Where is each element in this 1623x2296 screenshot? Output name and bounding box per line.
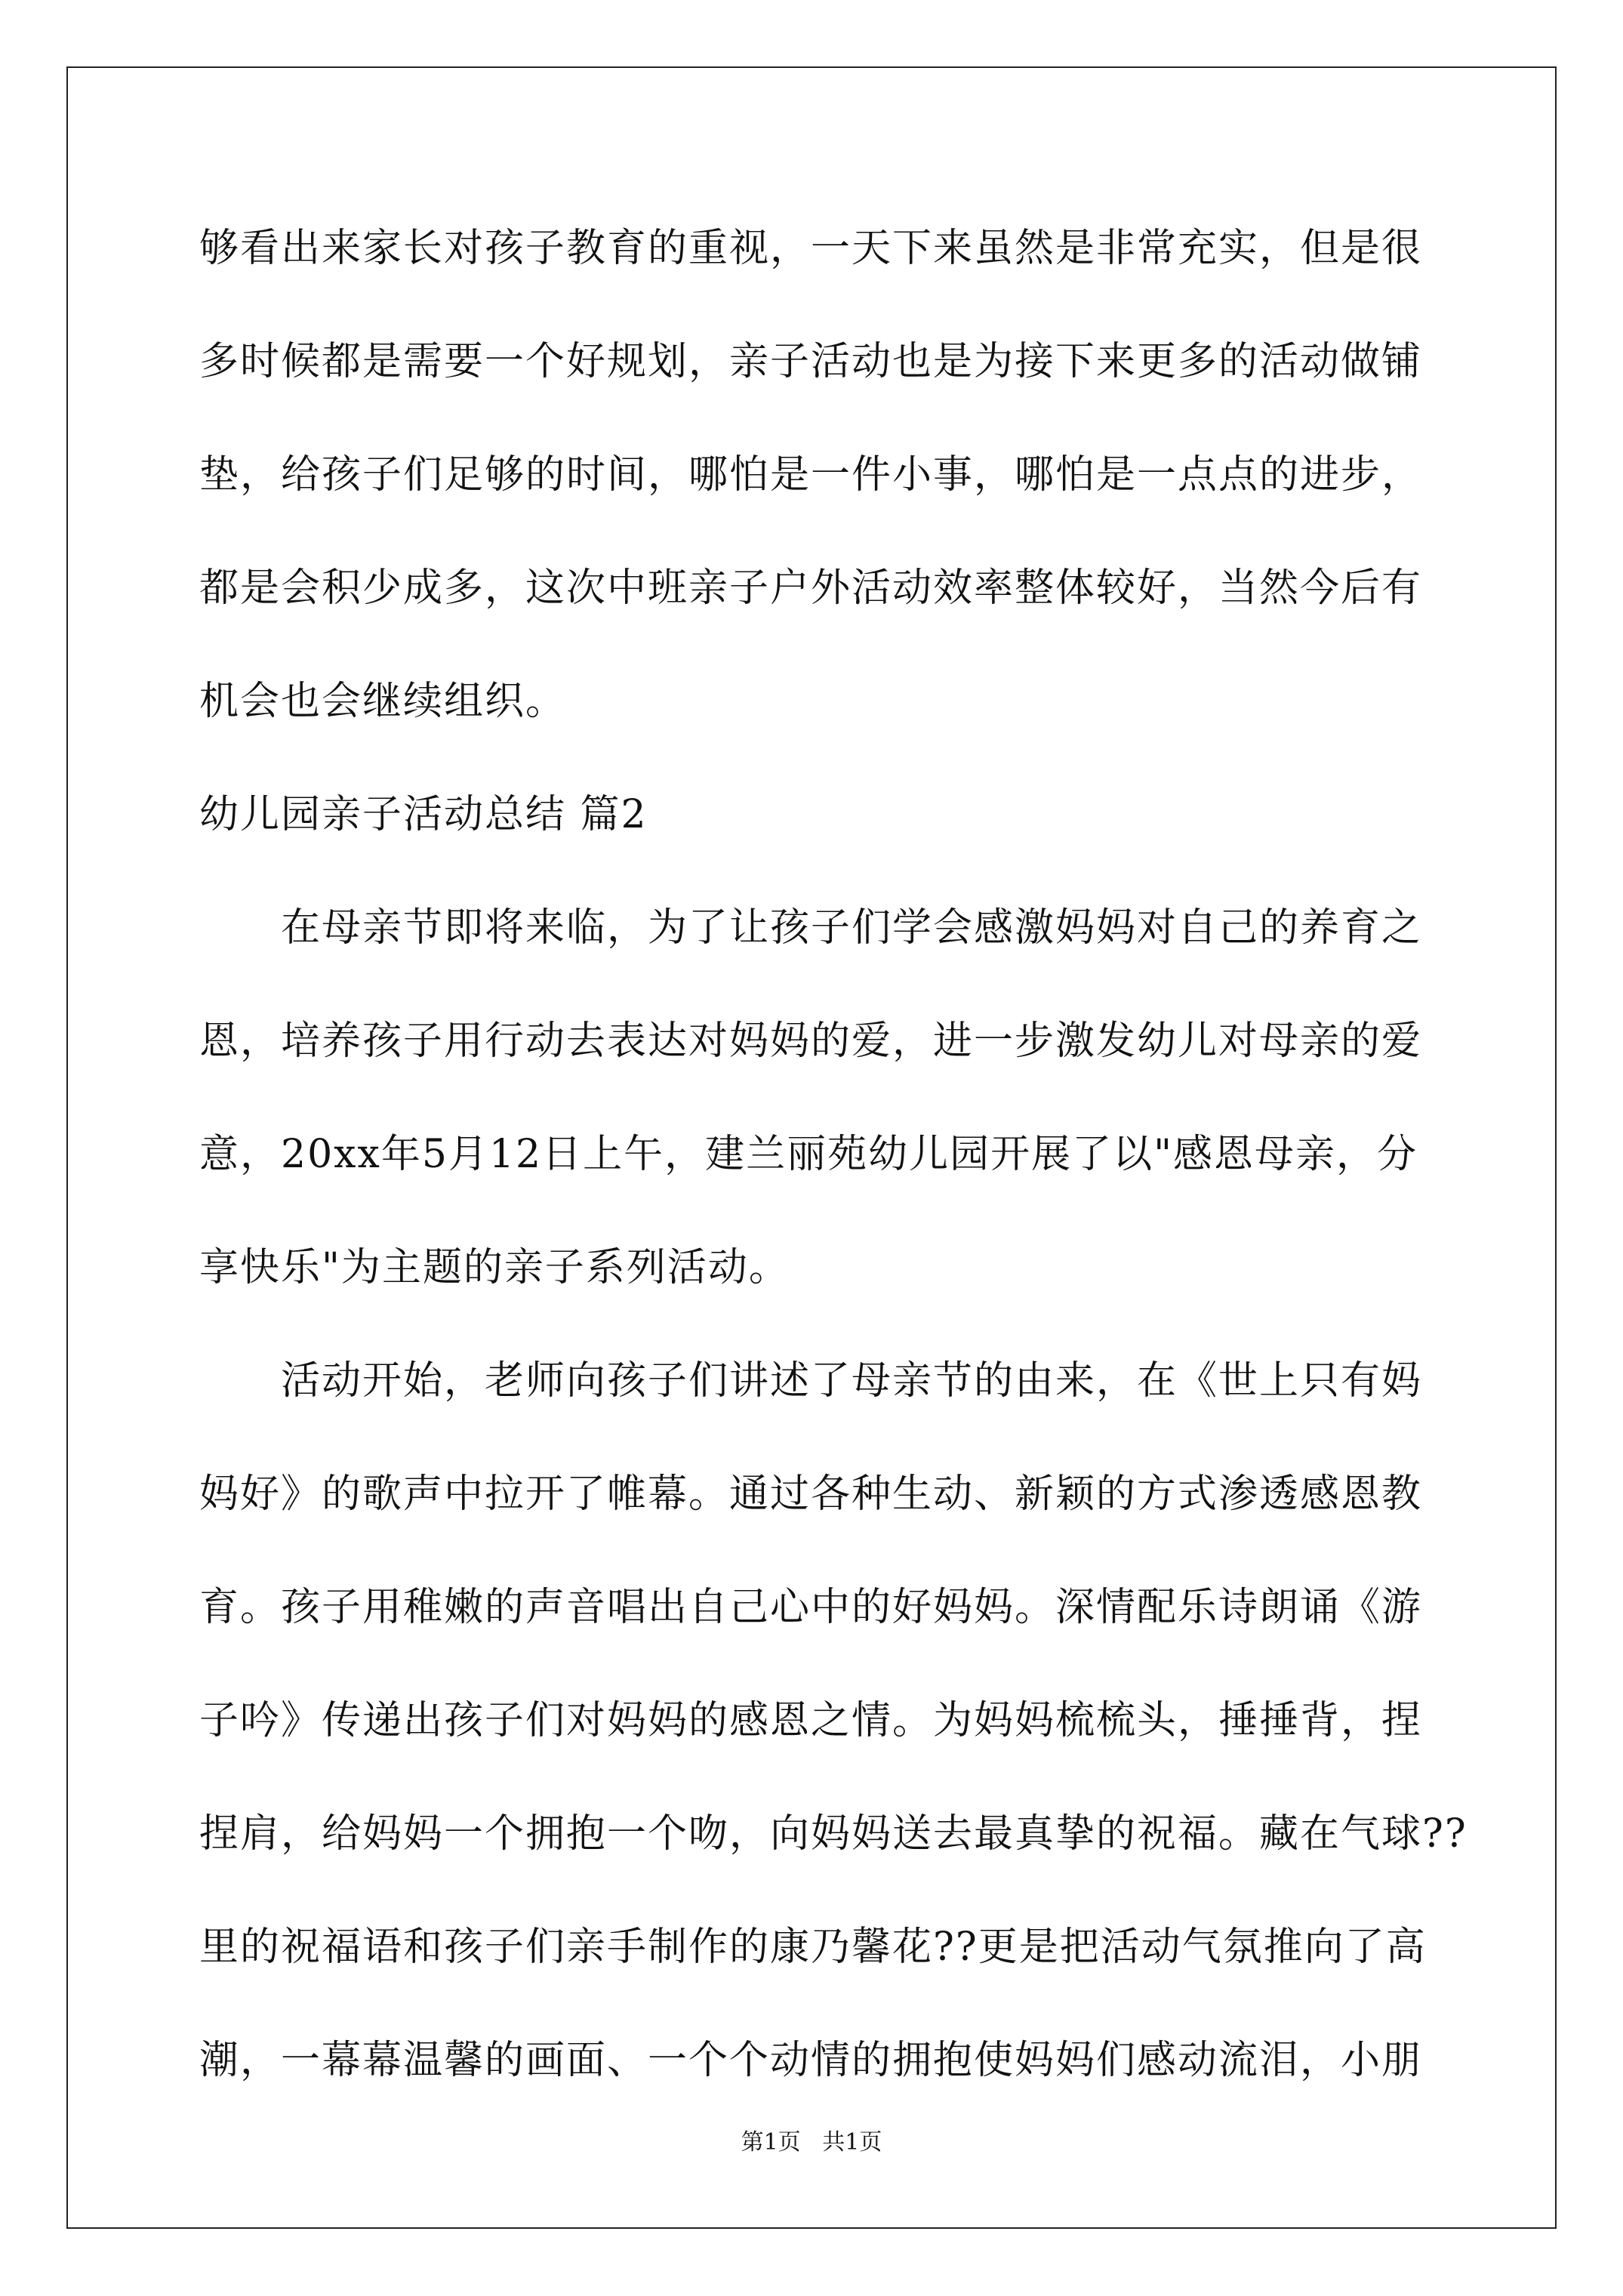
text-line: 够看出来家长对孩子教育的重视，一天下来虽然是非常充实，但是很 (199, 226, 1423, 271)
section-heading: 幼儿园亲子活动总结 篇2 (199, 792, 648, 837)
text-line: 垫，给孩子们足够的时间，哪怕是一件小事，哪怕是一点点的进步， (199, 452, 1423, 498)
text-line: 都是会积少成多，这次中班亲子户外活动效率整体较好，当然今后有 (199, 566, 1423, 611)
text-line: 子吟》传递出孩子们对妈妈的感恩之情。为妈妈梳梳头，捶捶背，捏 (199, 1698, 1423, 1743)
text-line: 里的祝福语和孩子们亲手制作的康乃馨花??更是把活动气氛推向了高 (199, 1925, 1427, 1970)
text-line: 恩，培养孩子用行动去表达对妈妈的爱，进一步激发幼儿对母亲的爱 (199, 1019, 1423, 1064)
text-line: 潮，一幕幕温馨的画面、一个个动情的拥抱使妈妈们感动流泪，小朋 (199, 2038, 1423, 2083)
text-line: 多时候都是需要一个好规划，亲子活动也是为接下来更多的活动做铺 (199, 339, 1423, 384)
text-line: 享快乐"为主题的亲子系列活动。 (199, 1245, 790, 1290)
text-line: 捏肩，给妈妈一个拥抱一个吻，向妈妈送去最真挚的祝福。藏在气球?? (199, 1811, 1467, 1857)
text-line: 妈好》的歌声中拉开了帷幕。通过各种生动、新颖的方式渗透感恩教 (199, 1472, 1423, 1517)
text-line: 在母亲节即将来临，为了让孩子们学会感激妈妈对自己的养育之 (199, 905, 1423, 951)
text-line: 育。孩子用稚嫩的声音唱出自己心中的好妈妈。深情配乐诗朗诵《游 (199, 1585, 1423, 1630)
text-line: 意，20xx年5月12日上午，建兰丽苑幼儿园开展了以"感恩母亲，分 (199, 1132, 1418, 1177)
document-body (199, 215, 1467, 2094)
page-footer: 第1页 共1页 (741, 2129, 882, 2156)
text-line: 机会也会继续组织。 (199, 679, 567, 724)
text-line: 活动开始，老师向孩子们讲述了母亲节的由来，在《世上只有妈 (199, 1358, 1423, 1404)
